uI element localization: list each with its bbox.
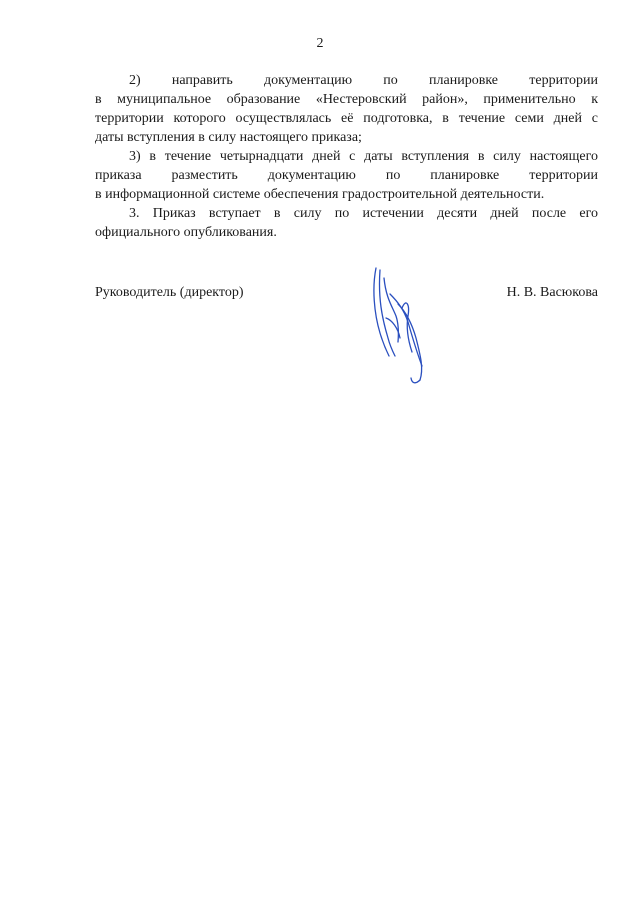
page-number: 2: [316, 36, 324, 51]
handwritten-signature: [362, 258, 442, 388]
body-line: приказа разместить документацию по планировке территории: [95, 168, 598, 183]
body-line: в муниципальное образование «Нестеровский район», применительно к: [95, 92, 598, 107]
body-line: официального опубликования.: [95, 225, 277, 240]
signer-role: Руководитель (директор): [95, 285, 244, 300]
signer-name: Н. В. Васюкова: [506, 285, 598, 300]
body-line: в информационной системе обеспечения градостроительной деятельности.: [95, 187, 545, 202]
body-line: 2) направить документацию по планировке территории: [129, 73, 598, 88]
body-line: территории которого осуществлялась её подготовка, в течение семи дней с: [95, 111, 598, 126]
body-line: даты вступления в силу настоящего приказа;: [95, 130, 362, 145]
body-line: 3) в течение четырнадцати дней с даты вступления в силу настоящего: [129, 149, 598, 164]
body-line: 3. Приказ вступает в силу по истечении десяти дней после его: [129, 206, 598, 221]
